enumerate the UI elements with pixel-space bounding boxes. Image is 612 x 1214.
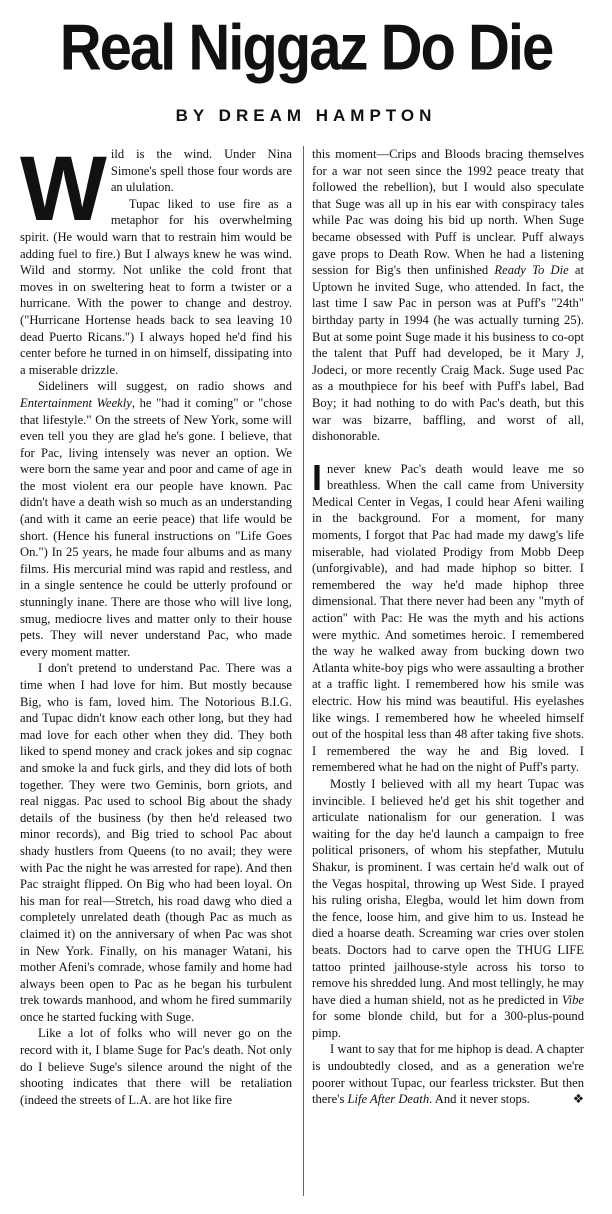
paragraph-9 (312, 1041, 584, 1107)
left-column (20, 146, 292, 1196)
paragraph-6-text-a: this moment—Crips and Bloods bracing themselves for a war not seen since the 1992 peace treaty that followed the rebellion), but I would also speculate that Suge was all up in his ear with conspiracy tales while Pac was doing his bid up north. When Suge became obsessed with Puff is unclear. Puff always gave props to Death Row. When he had a listening session for Big's then unfinished (312, 147, 584, 278)
album-title-2: Life After Death (347, 1092, 430, 1107)
end-mark-icon: ❖ (572, 1091, 584, 1107)
article-byline: BY DREAM HAMPTON (175, 106, 437, 125)
publication-title: Entertainment Weekly (20, 395, 132, 410)
drop-cap-i: I (312, 456, 323, 498)
column-divider (303, 146, 304, 1196)
paragraph-6-text-c: at Uptown he invited Suge, who attended. In fact, the last time I saw Pac in person was at Puff's "24th" birthday party in 1994 (he was actually turning 25). But at some point Suge made it his business to co-opt the talent that Puff had developed, be it Mary J, Jodeci, or more recently Craig Mack. Suge used Pac as a mouthpiece for his beef with Puff's label, Bad Boy; it had nothing to do with Pac's death, but this war was bizarre, baffling, and worst of all, dishonorable. (312, 263, 584, 444)
paragraph-3 (20, 378, 292, 660)
right-column (312, 146, 584, 1196)
paragraph-7-text: never knew Pac's death would leave me so breathless. When the call came from University Medical Center in Vegas, I could hear Afeni wailing in the background. For a moment, for many moments, I forgot that Pac had made my dawg's life miserable, had violated Prodigy from Mobb Deep (unforgivable), and had made hiphop so bitter. I remembered the way he'd made hiphop three dimensional. That there never had been any "myth of action" with Pac: He was the myth and his actions were mythic. And sometimes heroic. I remembered the way he walked away from bucking down two Atlanta white-boy pigs who were assaulting a brother at a traffic light. I remembered how his smile was electric. How his mind was beautiful. His eyelashes like wings. I remembered how he wheeled himself out of the hospital less than 48 after taking five shots. I remembered the way he and Big loved. I remembered what he had on the night of Puff's party. (312, 461, 584, 775)
paragraph-8-text-c: for some blonde child, but for a 300-plus-pound pimp. (312, 1009, 584, 1040)
paragraph-2: Tupac liked to use fire as a metaphor for his overwhelming spirit. (He would warn that to restrain him would be adding fuel to fire.) But I always knew he was wind. Wild and stormy. Not unlike the cold front that moves in on sweltering heat to form a twister or a hurricane. With the power to change and destroy. ("Hurricane Hortense heads back to sea leaving 10 dead Puerto Ricans.") I always hoped he'd find his center before he turned in on himself, dissipating into a miserable drizzle. (20, 196, 292, 377)
paragraph-1 (20, 146, 292, 240)
paragraph-1-text: ild is the wind. Under Nina Simone's spell those four words are an ululation. (110, 147, 292, 195)
magazine-title: Vibe (561, 992, 584, 1007)
paragraph-3-text-c: , he "had it coming" or "chose that lifestyle." On the streets of New York, some will even tell you they are glad he's gone. I believe, that for Pac, living intensely was never an option. We were born the same year and poor and came of age in the most violent era our people have known. Pac didn't have a death wish so much as an understanding (and with it came an eerie peace) that life would be short. (Hence his funeral instructions on "Life Goes On.") In 25 years, he made four albums and as many films. His mercurial mind was rapid and restless, and in a single sentence he could be utterly profound or stunningly inane. There are those who will live long, smug, mediocre lives and matter only to their house pets. They will never understand Pac, who made every moment matter. (20, 395, 292, 659)
album-title: Ready To Die (494, 263, 569, 278)
paragraph-8 (312, 776, 584, 1042)
paragraph-4: I don't pretend to understand Pac. There was a time when I had love for him. But mostly because Big, who is fam, loved him. The Notorious B.I.G. and Tupac didn't know each other long, but they had mad love for each other when they did. They both liked to spend money and crack jokes and sip cognac and smoke la and fuck girls, and they did lots of both together. They were two Geminis, born griots, and real niggas. Pac used to school Big about the shady details of the business (by then he'd released two minor records), and Big tried to school Pac about shady hustlers from Queens (to no avail; they were with Pac the night he was arrested for rape). And then Pac straight flipped. On Big who had been loyal. On his man for real—Stretch, his road dawg who died a completely unrelated death (though Pac as much as claimed it) on the anniversary of when Pac was shot in New York. Finally, on his manager Watani, his mother Afeni's comrade, whose family and home had always been open to Pac as he began his turbulent trek towards manhood, and whom he fired summarily once he started fucking with Suge. (20, 661, 292, 1024)
paragraph-8-text-a: Mostly I believed with all my heart Tupac was invincible. I believed he'd get his shit together and articulate nationalism for our generation. I was waiting for the day he'd launch a campaign to free political prisoners, of whom his stepfather, Mutulu Shakur, is prominent. I was certain he'd walk out of the Vegas hospital, throwing up West Side. I prayed his ruling orisha, Elegba, would let him down from the fence, loose him, and give him to us. Instead he died a hoarse death. Screaming war cries over stolen beats. Doctors had to carve open the THUG LIFE tattoo printed jailhouse-style across his torso to remove his shredded lung. And most tellingly, he may have died a human shield, not as he predicted in (312, 776, 584, 1007)
paragraph-7 (312, 456, 584, 776)
paragraph-9-text-a: I want to say that for me hiphop is dead. A chapter is undoubtedly closed, and as a generation we're poorer without Tupac, our fearless trickster. But then there's (312, 1042, 584, 1107)
paragraph-3-text-a: Sideliners will suggest, on radio shows and (38, 379, 292, 394)
paragraph-5: Like a lot of folks who will never go on the record with it, I blame Suge for Pac's death. Not only do I believe Suge's silence around the night of the shooting indicates that there will be retaliation (indeed the streets of L.A. are hot like fire (20, 1026, 292, 1107)
paragraph-9-text-c: . And it never stops. (429, 1092, 530, 1107)
article-title: Real Niggaz Do Die (59, 11, 553, 84)
paragraph-6 (312, 146, 584, 445)
drop-cap-w: W (20, 146, 103, 240)
